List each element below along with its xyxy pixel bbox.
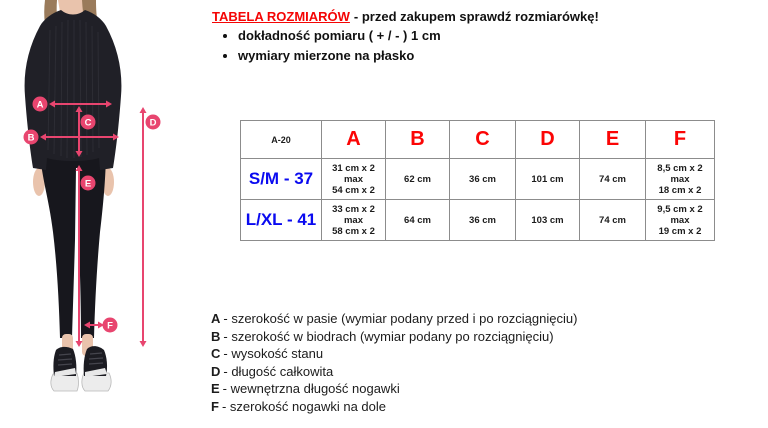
table-cell: 31 cm x 2 max 54 cm x 2	[322, 159, 386, 200]
note-list	[224, 28, 441, 68]
table-cell: 74 cm	[580, 200, 646, 241]
note-item-flat: • wymiary mierzone na płasko	[238, 48, 441, 63]
column-header-a: A	[322, 121, 386, 159]
table-cell: 103 cm	[516, 200, 580, 241]
legend-row-a: A - szerokość w pasie (wymiar podany przed i po rozciągnięciu)	[211, 311, 578, 326]
column-header-b: B	[386, 121, 450, 159]
marker-letter-f: F	[107, 320, 113, 332]
model-figure	[0, 0, 210, 423]
marker-letter-e: E	[84, 178, 92, 190]
marker-letter-a: A	[36, 99, 44, 111]
table-cell: 9,5 cm x 2 max 19 cm x 2	[646, 200, 715, 241]
legend-row-d: D - długość całkowita	[211, 363, 334, 379]
column-header-e: E	[580, 121, 646, 159]
leggings-shape	[40, 148, 106, 338]
marker-letter-c: C	[84, 117, 92, 129]
table-row-sm	[241, 159, 715, 200]
table-cell: 64 cm	[386, 200, 450, 241]
table-cell: 8,5 cm x 2 max 18 cm x 2	[646, 159, 715, 200]
table-cell: 62 cm	[386, 159, 450, 200]
model-photo	[0, 0, 210, 423]
legend-row-b: B - szerokość w biodrach (wymiar podany po rozciągnięciu)	[211, 328, 554, 344]
table-cell: 74 cm	[580, 159, 646, 200]
sweater-shape	[25, 10, 122, 170]
size-table	[240, 120, 715, 241]
table-row-lxl	[241, 200, 715, 241]
size-label-lxl: L/XL - 41	[241, 200, 322, 241]
sneaker-left	[51, 347, 79, 391]
legend-row-f: F - szerokość nogawki na dole	[211, 398, 386, 414]
marker-letter-d: D	[149, 117, 157, 129]
column-header-c: C	[450, 121, 516, 159]
sneaker-right	[82, 346, 111, 391]
table-cell: 101 cm	[516, 159, 580, 200]
table-cell: 36 cm	[450, 200, 516, 241]
table-cell: 33 cm x 2 max 58 cm x 2	[322, 200, 386, 241]
note-item-accuracy: • dokładność pomiaru ( + / - ) 1 cm	[238, 28, 441, 43]
measurement-marker-d	[140, 107, 161, 347]
table-cell: 36 cm	[450, 159, 516, 200]
marker-letter-b: B	[27, 132, 35, 144]
table-header-row	[241, 121, 715, 159]
column-header-f: F	[646, 121, 715, 159]
measurement-legend	[211, 310, 577, 416]
title-red: TABELA ROZMIARÓW	[212, 9, 350, 24]
title-rest: - przed zakupem sprawdź rozmiarówkę!	[353, 9, 599, 24]
legend-row-c: C - wysokość stanu	[211, 346, 324, 362]
table-corner-label: A-20	[241, 121, 322, 159]
column-header-d: D	[516, 121, 580, 159]
size-label-sm: S/M - 37	[241, 159, 322, 200]
page-title	[212, 9, 599, 24]
legend-row-e: E - wewnętrzna długość nogawki	[211, 381, 400, 397]
